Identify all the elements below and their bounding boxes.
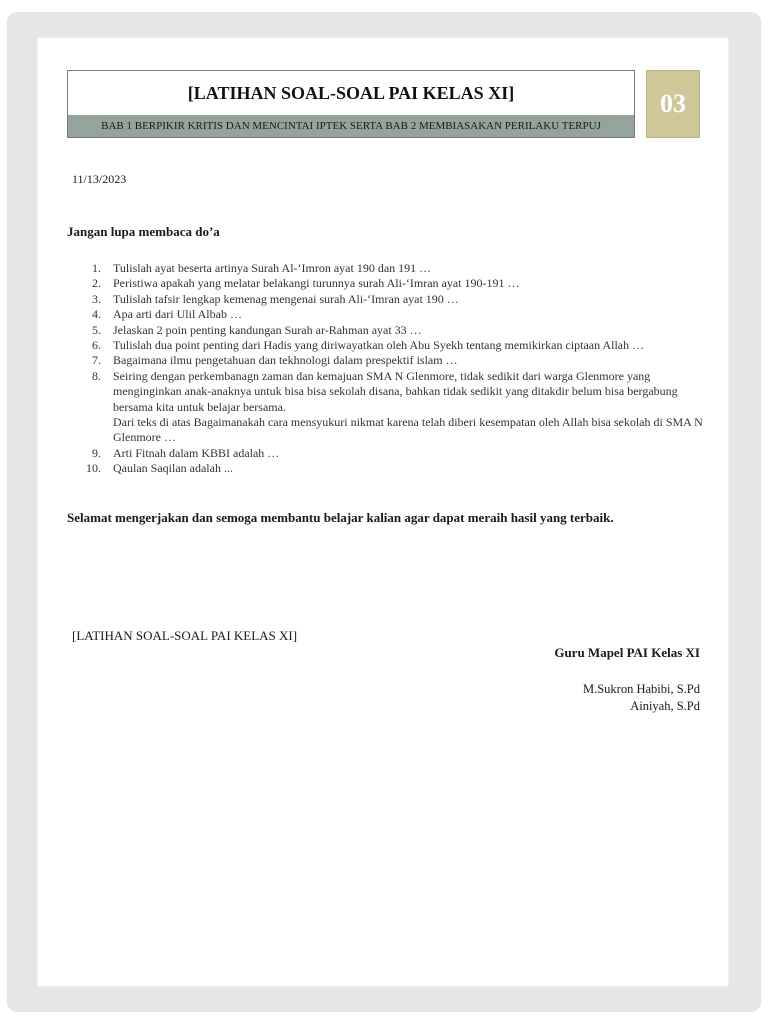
question-number: 8.: [92, 368, 101, 383]
document-title: [LATIHAN SOAL-SOAL PAI KELAS XI]: [187, 83, 515, 103]
closing-message: Selamat mengerjakan dan semoga membantu belajar kalian agar dapat meraih hasil yang terbaik.: [67, 510, 614, 525]
chapter-subtitle: BAB 1 BERPIKIR KRITIS DAN MENCINTAI IPTEK SERTA BAB 2 MEMBIASAKAN PERILAKU TERPUJ: [68, 115, 634, 137]
question-text: Bagaimana ilmu pengetahuan dan tekhnologi dalam prespektif islam …: [113, 353, 458, 368]
document-date: 11/13/2023: [72, 172, 127, 186]
list-item: [67, 276, 707, 291]
signature-name: Ainiyah, S.Pd: [630, 699, 700, 713]
list-item: [67, 307, 707, 322]
list-item: [67, 369, 707, 446]
list-item: [67, 323, 707, 338]
question-text: Tulislah ayat beserta artinya Surah Al-‘Imron ayat 190 dan 191 …: [113, 261, 432, 275]
list-item: [67, 461, 707, 476]
question-number: 5.: [92, 322, 101, 337]
list-item: [67, 292, 707, 307]
question-number: 9.: [92, 445, 101, 460]
signature-name: M.Sukron Habibi, S.Pd: [582, 682, 700, 696]
footer-title: [LATIHAN SOAL-SOAL PAI KELAS XI]: [72, 628, 298, 643]
question-number: 4.: [92, 307, 101, 322]
question-text: Seiring dengan perkembanagn zaman dan kemajuan SMA N Glenmore, tidak sedikit dari warga Glenmore yang menginginkan anak-anaknya untuk bisa bisa sekolah disana, bahkan tidak sedikit yang ditakdir belum bisa bergabung bersama kita untuk belajar bersama.: [113, 368, 678, 414]
signature-block: [554, 645, 700, 715]
question-number: 10.: [86, 461, 101, 476]
question-list: [67, 261, 707, 477]
question-text: Jelaskan 2 poin penting kandungan Surah ar-Rahman ayat 33 …: [113, 322, 422, 337]
header-box: [67, 70, 635, 138]
question-number: 3.: [92, 291, 101, 306]
page-number-badge: 03: [646, 70, 700, 138]
list-item: [67, 353, 707, 368]
list-item: [67, 446, 707, 461]
question-text: Tulislah dua point penting dari Hadis yang diriwayatkan oleh Abu Syekh tentang memikirkan ciptaan Allah …: [113, 338, 645, 353]
list-item: [67, 261, 707, 276]
question-number: 1.: [92, 261, 101, 275]
signature-role: Guru Mapel PAI Kelas XI: [554, 645, 700, 660]
list-item: [67, 338, 707, 353]
question-text: Peristiwa apakah yang melatar belakangi turunnya surah Ali-‘Imran ayat 190-191 …: [113, 276, 520, 291]
question-text: Apa arti dari Ulil Albab …: [113, 307, 242, 322]
question-number: 7.: [92, 353, 101, 368]
question-text: Tulislah tafsir lengkap kemenag mengenai surah Ali-‘Imran ayat 190 …: [113, 291, 459, 306]
question-number: 2.: [92, 276, 101, 291]
question-number: 6.: [92, 338, 101, 353]
question-text: Arti Fitnah dalam KBBI adalah …: [113, 445, 280, 460]
question-text-continued: Dari teks di atas Bagaimanakah cara mensyukuri nikmat karena telah diberi kesempatan oleh Allah bisa sekolah di SMA N Glenmore …: [113, 415, 703, 445]
question-text: Qaulan Saqilan adalah ...: [113, 461, 233, 476]
prayer-reminder: Jangan lupa membaca do’a: [67, 224, 220, 239]
